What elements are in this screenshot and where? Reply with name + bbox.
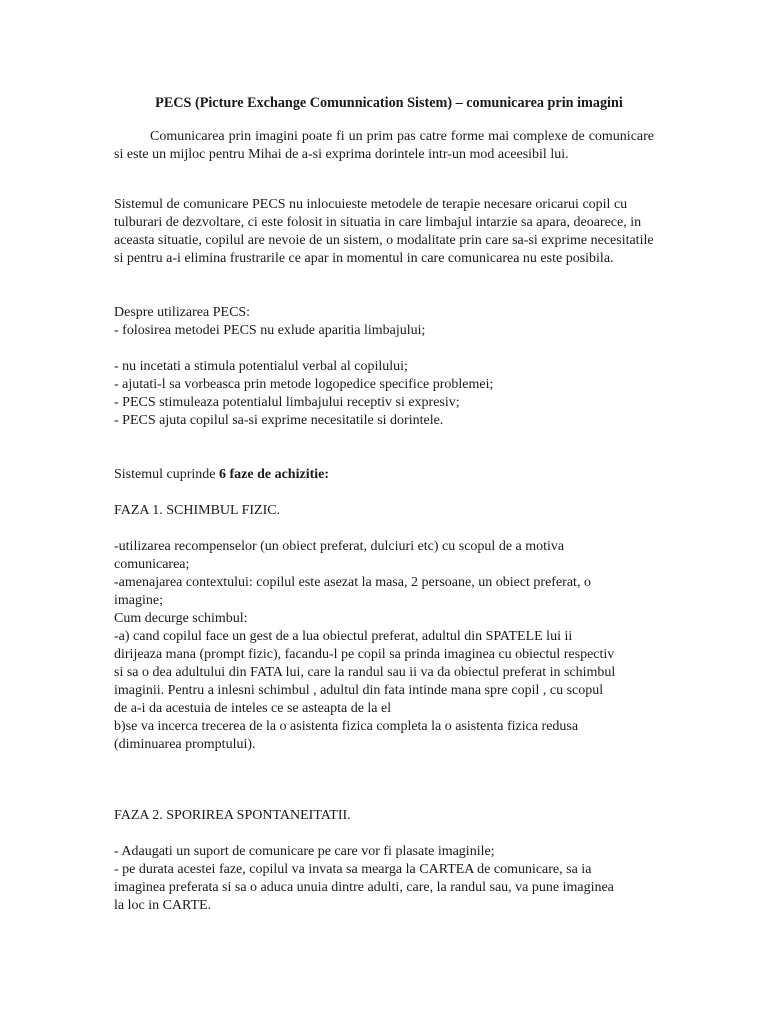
usage-list	[114, 358, 654, 430]
phase1-line: -utilizarea recompenselor (un obiect preferat, dulciuri etc) cu scopul de a motiva	[114, 539, 565, 554]
phase2-line: la loc in CARTE.	[114, 898, 212, 913]
phase1-line: imaginii. Pentru a inlesni schimbul , adultul din fata intinde mana spre copil , cu scopul	[114, 683, 604, 698]
phase1-line: -amenajarea contextului: copilul este asezat la masa, 2 persoane, un obiect preferat, o	[114, 575, 591, 590]
phases-intro	[114, 466, 654, 484]
phase2-content	[114, 843, 654, 915]
phase1-line: comunicarea;	[114, 557, 190, 572]
phase2-line: imaginea preferata si sa o aduca unuia dintre adulti, care, la randul sau, va pune imaginea	[114, 880, 614, 895]
usage-list-item: - ajutati-l sa vorbeasca prin metode logopedice specifice problemei;	[114, 377, 494, 392]
phase1-line: b)se va incerca trecerea de la o asistenta fizica completa la o asistenta fizica redusa	[114, 719, 579, 734]
phases-intro-text: Sistemul cuprinde	[114, 467, 219, 482]
phase2-line: - pe durata acestei faze, copilul va invata sa mearga la CARTEA de comunicare, sa ia	[114, 862, 592, 877]
usage-heading: Despre utilizarea PECS:	[114, 305, 251, 320]
phase1-content	[114, 538, 654, 754]
usage-list-item: - PECS ajuta copilul sa-si exprime necesitatile si dorintele.	[114, 413, 444, 428]
phase1-line: dirijeaza mana (prompt fizic), facandu-l pe copil sa prinda imaginea cu obiectul respectiv	[114, 647, 615, 662]
phase1-line: imagine;	[114, 593, 163, 608]
usage-list-item: - PECS stimuleaza potentialul limbajului receptiv si expresiv;	[114, 395, 460, 410]
document-title: PECS (Picture Exchange Comunnication Sistem) – comunicarea prin imagini	[155, 95, 623, 111]
phases-intro-bold: 6 faze de achizitie:	[219, 467, 330, 482]
phase2-heading: FAZA 2. SPORIREA SPONTANEITATII.	[114, 808, 351, 823]
phase1-line: si sa o dea adultului din FATA lui, care la randul sau ii va da obiectul preferat in schimbul	[114, 665, 616, 680]
phase2-line: - Adaugati un suport de comunicare pe care vor fi plasate imaginile;	[114, 844, 495, 859]
usage-list-item: - nu incetati a stimula potentialul verbal al copilului;	[114, 359, 408, 374]
usage-item: - folosirea metodei PECS nu exlude aparitia limbajului;	[114, 323, 426, 338]
phase1-heading: FAZA 1. SCHIMBUL FIZIC.	[114, 503, 281, 518]
usage-section	[114, 304, 654, 340]
phase1-line: (diminuarea promptului).	[114, 737, 256, 752]
phase1-line: de a-i da acestuia de inteles ce se asteapta de la el	[114, 701, 392, 716]
phase1-line: -a) cand copilul face un gest de a lua obiectul preferat, adultul din SPATELE lui ii	[114, 629, 573, 644]
phase1-line: Cum decurge schimbul:	[114, 611, 248, 626]
intro-paragraph: Comunicarea prin imagini poate fi un prim pas catre forme mai complexe de comunicare si este un mijloc pentru Mihai de a-si exprima dorintele intr-un mod aceesibil lui.	[114, 129, 654, 162]
system-paragraph: Sistemul de comunicare PECS nu inlocuieste metodele de terapie necesare oricarui copil cu tulburari de dezvoltare, ci este folosit in situatia in care limbajul intarzie sa apara, deoarece, in aceasta situatie, copilul are nevoie de un sistem, o modalitate prin care sa-si exprime necesitatile si pentru a-i elimina frustrarile ce apar in momentul in care comunicarea nu este posibila.	[114, 197, 654, 266]
